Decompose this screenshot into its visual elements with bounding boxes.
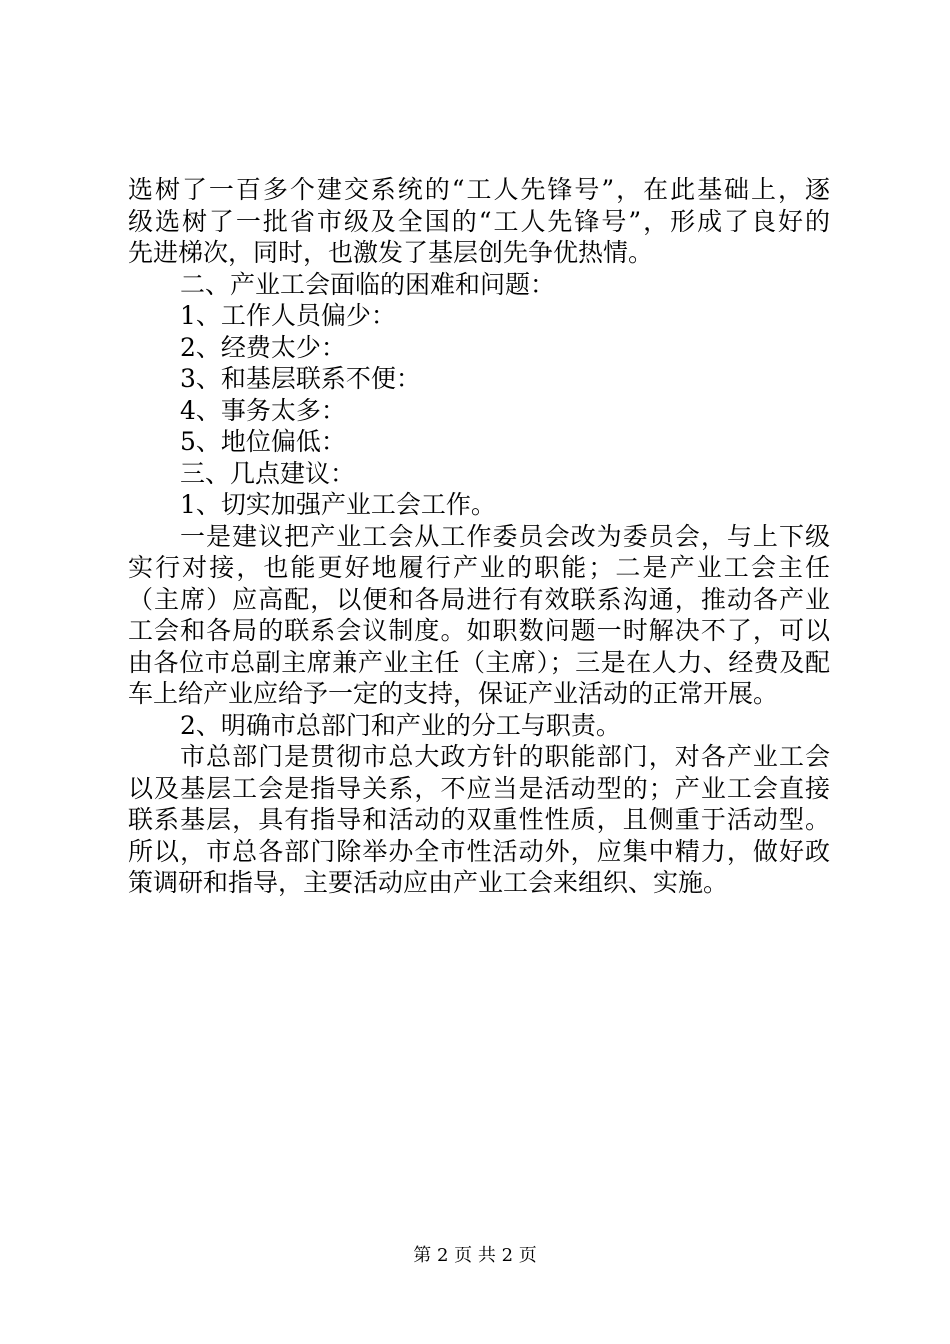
text-line: 以及基层工会是指导关系，不应当是活动型的；产业工会直接 [128, 773, 830, 803]
text-line: 实行对接，也能更好地履行产业的职能；二是产业工会主任 [128, 553, 830, 582]
text-line: 选树了一百多个建交系统的“工人先锋号”，在此基础上，逐 [128, 175, 830, 204]
text-line: 3、和基层联系不便： [180, 364, 421, 393]
document-body [128, 174, 830, 899]
text-line: 工会和各局的联系会议制度。如职数问题一时解决不了，可以 [128, 616, 830, 645]
text-line: 三、几点建议： [180, 458, 356, 488]
text-line: 2、经费太少： [180, 332, 346, 362]
text-line: 市总部门是贯彻市总大政方针的职能部门，对各产业工会 [180, 742, 830, 771]
text-line: 级选树了一批省市级及全国的“工人先锋号”，形成了良好的 [128, 206, 830, 236]
page-footer: 第 2 页 共 2 页 [413, 1245, 537, 1266]
text-line: 由各位市总副主席兼产业主任（主席）；三是在人力、经费及配 [128, 647, 830, 677]
text-line: 联系基层，具有指导和活动的双重性性质，且侧重于活动型。 [128, 805, 830, 834]
text-line: 先进梯次，同时，也激发了基层创先争优热情。 [128, 238, 654, 267]
text-line: 所以，市总各部门除举办全市性活动外，应集中精力，做好政 [128, 836, 830, 866]
text-line: 1、切实加强产业工会工作。 [180, 490, 496, 519]
text-line: 一是建议把产业工会从工作委员会改为委员会，与上下级 [180, 521, 830, 551]
text-line: （主席）应高配，以便和各局进行有效联系沟通，推动各产业 [128, 584, 830, 614]
text-line: 车上给产业应给予一定的支持，保证产业活动的正常开展。 [128, 679, 779, 708]
text-line: 2、明确市总部门和产业的分工与职责。 [180, 710, 621, 740]
text-line: 策调研和指导，主要活动应由产业工会来组织、实施。 [128, 868, 729, 897]
text-line: 4、事务太多： [180, 395, 346, 425]
text-line: 二、产业工会面临的困难和问题： [180, 269, 556, 299]
text-line: 5、地位偏低： [180, 427, 346, 456]
text-line: 1、工作人员偏少： [180, 301, 396, 330]
